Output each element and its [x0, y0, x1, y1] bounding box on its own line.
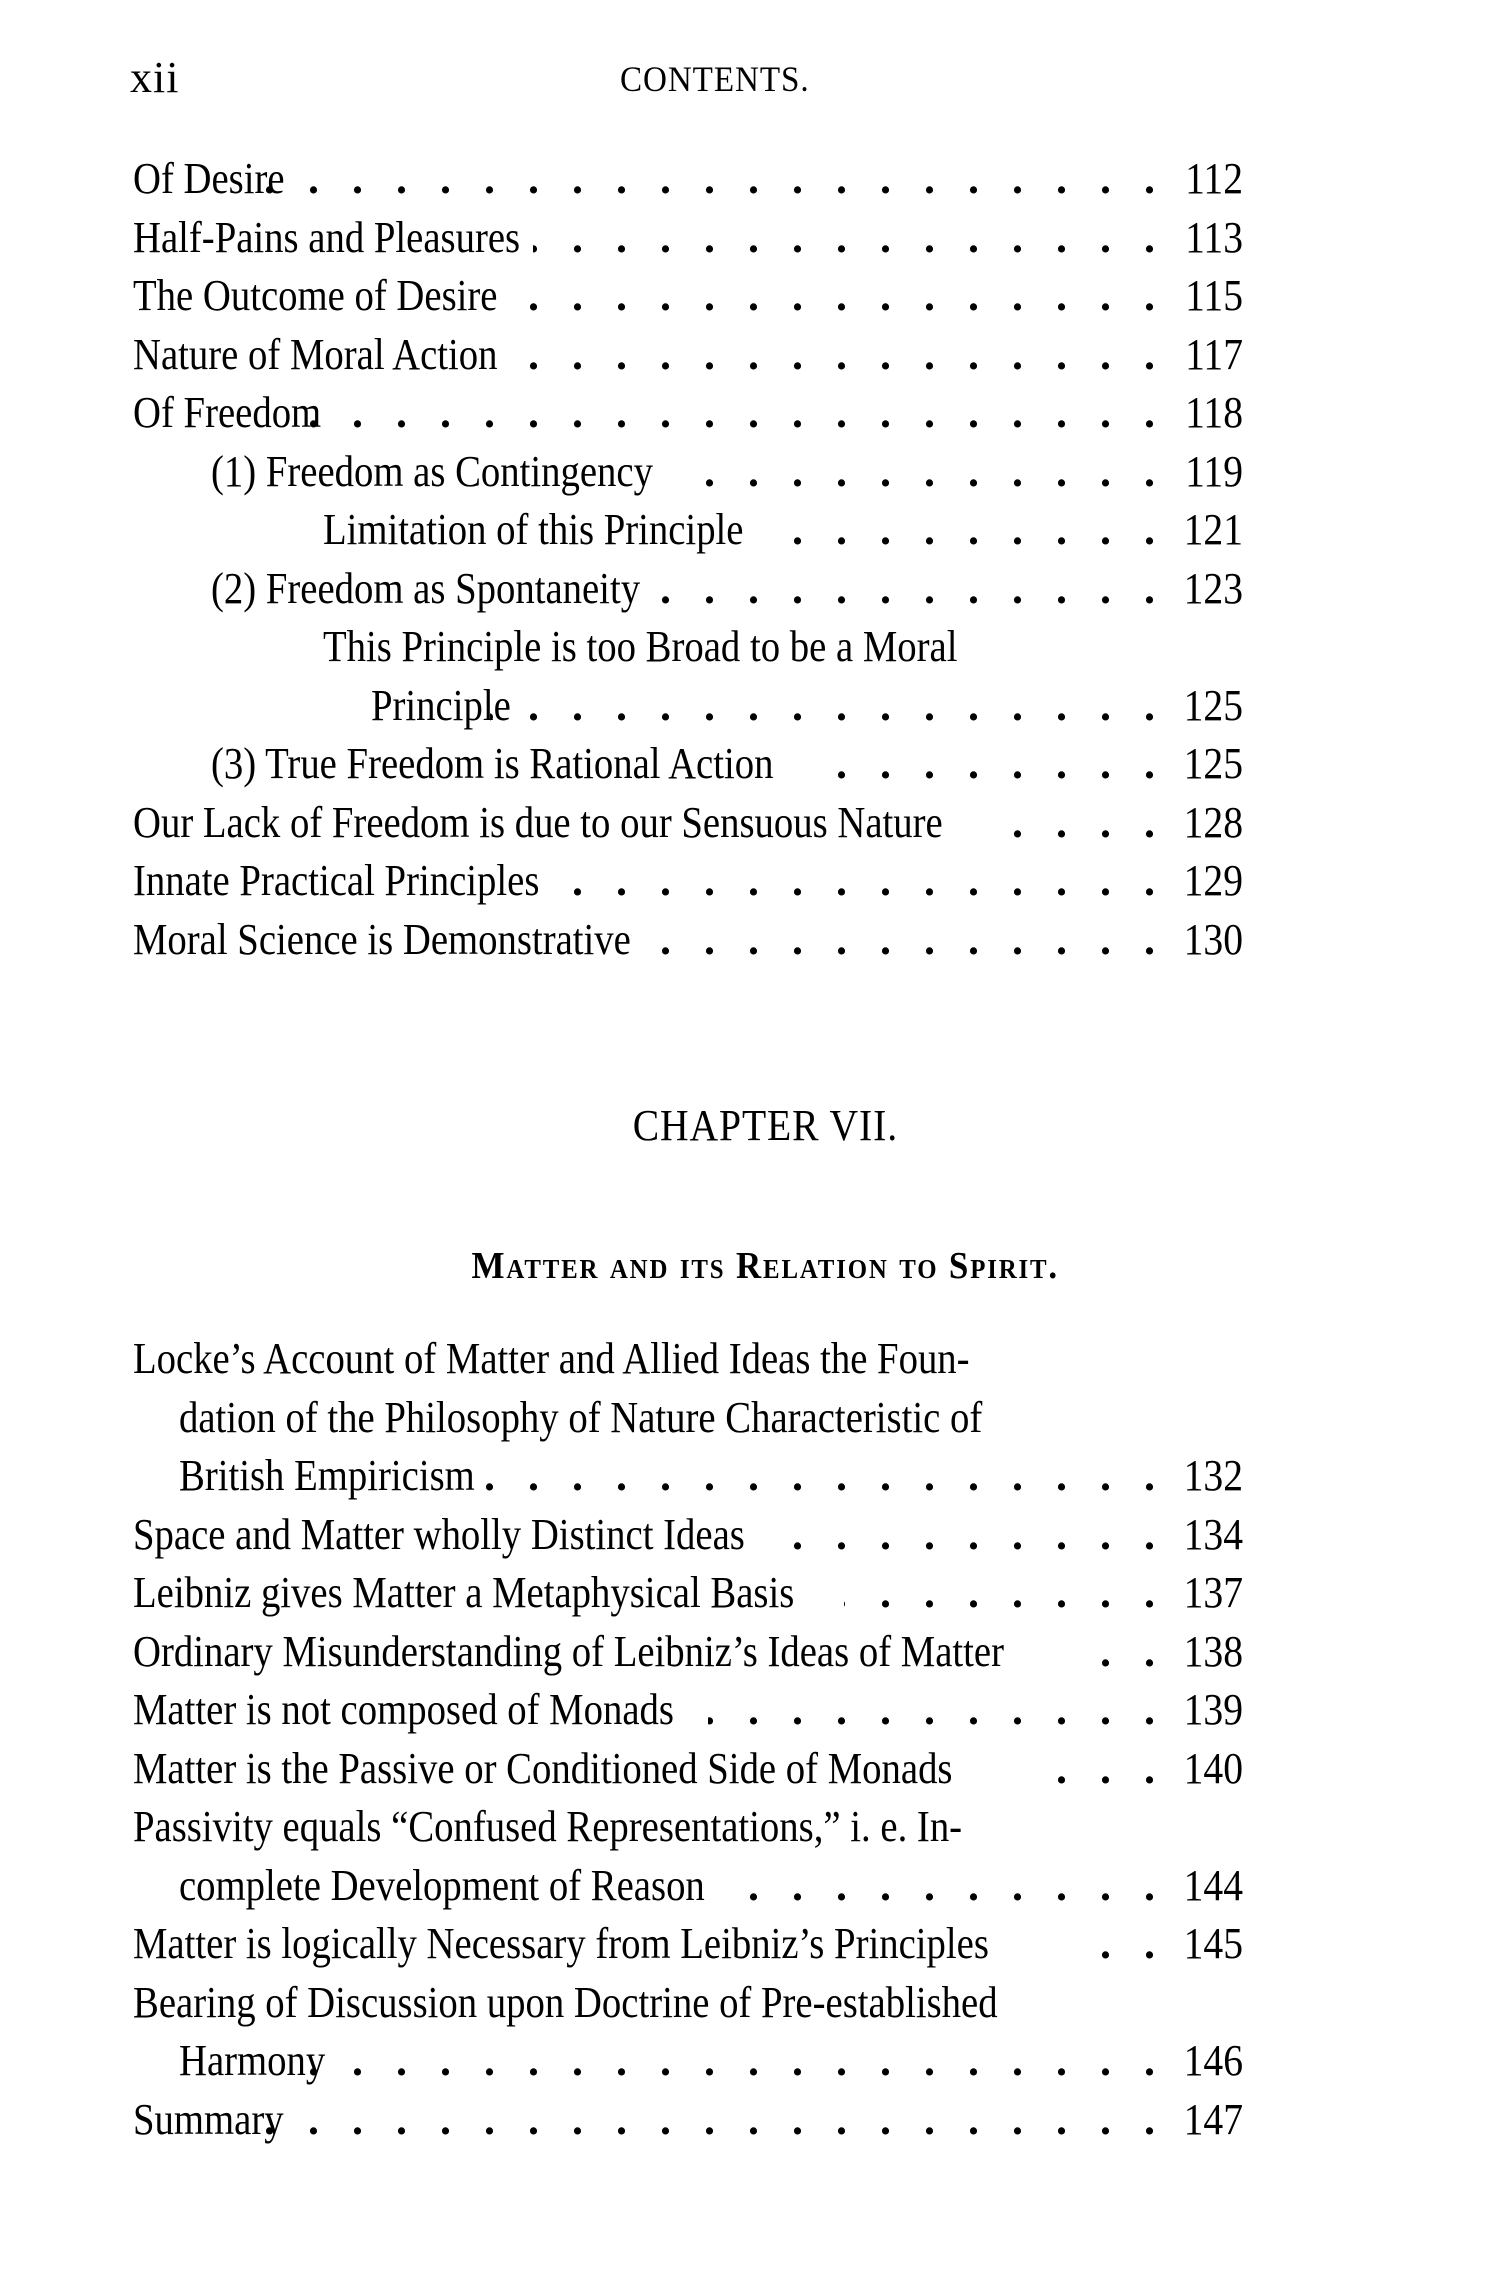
- entry-text: Principle: [371, 680, 511, 730]
- entry-text: British Empiricism: [179, 1451, 475, 1500]
- dot-leader: [533, 209, 1155, 268]
- dot-leader: [659, 911, 1155, 970]
- page-number: 117: [1185, 329, 1243, 379]
- page-folio: xii: [130, 53, 180, 102]
- entry-text: Limitation of this Principle: [323, 505, 744, 554]
- toc-entry[interactable]: [133, 1564, 1243, 1623]
- page-number: 144: [1183, 1860, 1243, 1910]
- entry-text: Space and Matter wholly Distinct Ideas: [133, 1509, 745, 1559]
- entry-text: (2) Freedom as Spontaneity: [211, 563, 641, 613]
- entry-text: Of Freedom: [133, 388, 322, 437]
- toc-entry[interactable]: [133, 501, 1243, 560]
- page-number: 119: [1185, 446, 1243, 496]
- entry-text: Matter is the Passive or Conditioned Side of Monads: [133, 1743, 953, 1793]
- running-head-title: CONTENTS.: [620, 59, 810, 99]
- page-number: 113: [1185, 212, 1243, 262]
- entry-text: (3) True Freedom is Rational Action: [211, 739, 774, 788]
- dot-leader: [788, 1506, 1155, 1565]
- toc-entry[interactable]: [133, 1506, 1243, 1565]
- toc-entry[interactable]: [133, 150, 1243, 209]
- dot-leader: [490, 677, 1155, 736]
- dot-leader: [1024, 1740, 1155, 1799]
- dot-leader: [507, 326, 1155, 385]
- entry-text-line: Bearing of Discussion upon Doctrine of Pre-established: [133, 1977, 998, 2027]
- page-number: 140: [1183, 1743, 1243, 1793]
- toc-entry[interactable]: [133, 794, 1243, 853]
- entry-text: Half-Pains and Pleasures: [133, 212, 521, 262]
- entry-text: Summary: [133, 2094, 284, 2144]
- entry-text: Nature of Moral Action: [133, 329, 498, 379]
- dot-leader: [673, 443, 1155, 502]
- page-number: 146: [1183, 2036, 1243, 2085]
- entry-text: Our Lack of Freedom is due to our Sensuous Nature: [133, 797, 943, 847]
- page-number: 112: [1185, 154, 1243, 203]
- entry-text: The Outcome of Desire: [133, 271, 498, 320]
- dot-leader: [475, 1447, 1155, 1506]
- toc-entry[interactable]: [133, 560, 1243, 619]
- entry-text: Ordinary Misunderstanding of Leibniz’s Ideas of Matter: [133, 1626, 1004, 1676]
- entry-text: Harmony: [179, 2036, 326, 2085]
- page-number: 129: [1183, 856, 1243, 905]
- toc-entry[interactable]: [133, 911, 1243, 970]
- toc-entry[interactable]: [133, 443, 1243, 502]
- entry-text: Matter is not composed of Monads: [133, 1685, 674, 1734]
- toc-entry[interactable]: [133, 326, 1243, 385]
- entry-text: Innate Practical Principles: [133, 856, 540, 905]
- entry-text-line: dation of the Philosophy of Nature Characteristic of: [179, 1392, 983, 1442]
- page-number: 137: [1183, 1568, 1243, 1617]
- toc-entry[interactable]: [133, 384, 1243, 443]
- chapter-heading: [0, 1100, 1490, 1151]
- page-number: 125: [1183, 739, 1243, 788]
- dot-leader: [844, 1564, 1155, 1623]
- page-number: 121: [1183, 505, 1243, 554]
- entry-text: Moral Science is Demonstrative: [133, 914, 631, 964]
- toc-entry[interactable]: [133, 1974, 1243, 2091]
- toc-entry[interactable]: [133, 2091, 1243, 2150]
- page-number: 134: [1183, 1509, 1243, 1559]
- toc-entry[interactable]: [133, 618, 1243, 735]
- page-number: 125: [1183, 680, 1243, 730]
- page-number: 118: [1185, 388, 1243, 437]
- chapter-title-text: Matter and its Relation to Spirit.: [471, 1245, 1059, 1287]
- dot-leader: [810, 735, 1155, 794]
- entry-text: Matter is logically Necessary from Leibniz’s Principles: [133, 1919, 989, 1968]
- page-number: 145: [1183, 1919, 1243, 1968]
- dot-leader: [708, 1681, 1155, 1740]
- entry-text-line: Locke’s Account of Matter and Allied Ideas the Foun-: [133, 1334, 970, 1383]
- toc-entry[interactable]: [133, 1798, 1243, 1915]
- dot-leader: [305, 2032, 1155, 2091]
- dot-leader: [507, 267, 1155, 326]
- dot-leader: [307, 384, 1155, 443]
- toc-entry[interactable]: [133, 1740, 1243, 1799]
- dot-leader: [736, 1857, 1155, 1916]
- toc-entry[interactable]: [133, 852, 1243, 911]
- toc-entry[interactable]: [133, 209, 1243, 268]
- toc-entry[interactable]: [133, 735, 1243, 794]
- dot-leader: [264, 2091, 1155, 2150]
- page-number: 147: [1183, 2094, 1243, 2144]
- page-number: 123: [1183, 563, 1243, 613]
- chapter-number: CHAPTER VII.: [632, 1101, 898, 1150]
- chapter-title: [0, 1244, 1490, 1288]
- page-number: 128: [1183, 797, 1243, 847]
- page-number: 130: [1183, 914, 1243, 964]
- dot-leader: [761, 501, 1155, 560]
- toc-section-a: [133, 150, 1243, 969]
- dot-leader: [659, 560, 1155, 619]
- toc-section-b: [133, 1330, 1243, 2149]
- toc-entry[interactable]: [133, 1330, 1243, 1506]
- dot-leader: [1066, 1915, 1155, 1974]
- running-head: [130, 52, 1230, 112]
- dot-leader: [555, 852, 1155, 911]
- entry-text-line: Passivity equals “Confused Representations,” i. e. In-: [133, 1802, 963, 1851]
- page-number: 115: [1185, 271, 1243, 320]
- page-number: 132: [1183, 1451, 1243, 1500]
- entry-text: Leibniz gives Matter a Metaphysical Basis: [133, 1568, 795, 1617]
- toc-entry[interactable]: [133, 1681, 1243, 1740]
- entry-text: complete Development of Reason: [179, 1860, 705, 1910]
- dot-leader: [1013, 794, 1155, 853]
- toc-entry[interactable]: [133, 267, 1243, 326]
- entry-text-line: This Principle is too Broad to be a Moral: [323, 622, 958, 671]
- dot-leader: [1083, 1623, 1155, 1682]
- entry-text: Of Desire: [133, 154, 285, 203]
- page-number: 138: [1183, 1626, 1243, 1676]
- entry-text: (1) Freedom as Contingency: [211, 446, 653, 496]
- toc-entry[interactable]: [133, 1915, 1243, 1974]
- toc-entry[interactable]: [133, 1623, 1243, 1682]
- page-number: 139: [1183, 1685, 1243, 1734]
- dot-leader: [265, 150, 1155, 209]
